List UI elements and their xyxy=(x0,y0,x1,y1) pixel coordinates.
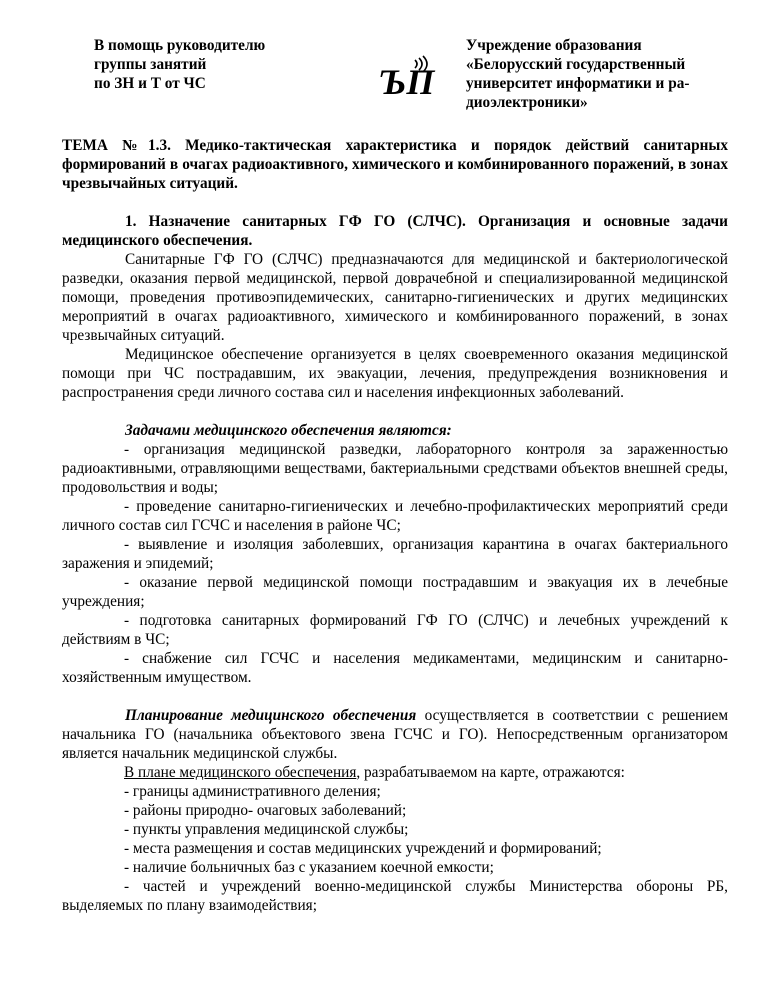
list-item: - пункты управления медицинской службы; xyxy=(124,821,409,838)
list-item: - наличие больничных баз с указанием коечной емкости; xyxy=(124,859,494,876)
plan-intro xyxy=(62,763,728,782)
header-right-line: диоэлектроники» xyxy=(466,94,588,111)
section-heading: 1. Назначение санитарных ГФ ГО (СЛЧС). Организация и основные задачи медицинского обеспечения. xyxy=(62,213,728,249)
list-item: - оказание первой медицинской помощи пострадавшим и эвакуация их в лечебные учреждения; xyxy=(62,574,728,610)
list-item: - границы административного деления; xyxy=(124,783,381,800)
header-left-line: В помощь руководителю xyxy=(94,37,266,54)
tasks-heading: Задачами медицинского обеспечения являются: xyxy=(125,422,452,439)
list-item: - проведение санитарно-гигиенических и лечебно-профилактических мероприятий среди личного состав сил ГСЧС и населения в районе ЧС; xyxy=(62,498,728,534)
header-right-line: «Белорусский государственный xyxy=(466,56,686,73)
list-item: - выявление и изоляция заболевших, организация карантина в очагах бактериального заражения и эпидемий; xyxy=(62,536,728,572)
list-item: - районы природно- очаговых заболеваний; xyxy=(124,802,407,819)
list-item: - организация медицинской разведки, лабораторного контроля за зараженностью радиоактивными, отравляющими веществами, бактериальными средствами объектов внешней среды, продовольствия и воды; xyxy=(62,441,728,496)
plan-text: , разрабатываемом на карте, отражаются: xyxy=(356,764,625,781)
header-left-block xyxy=(94,36,344,93)
paragraph: Медицинское обеспечение организуется в целях своевременного оказания медицинской помощи при ЧС пострадавшим, их эвакуации, лечения, предупреждения возникновения и распространения среди личного состава сил и населения инфекционных заболеваний. xyxy=(62,346,728,401)
planning-paragraph xyxy=(62,706,728,763)
list-item: - подготовка санитарных формирований ГФ ГО (СЛЧС) и лечебных учреждений к действиям в ЧС; xyxy=(62,612,728,648)
plan-lead: В плане медицинского обеспечения xyxy=(124,764,357,781)
logo-letters: ЪП xyxy=(379,62,435,98)
header-left-line: по ЗН и Т от ЧС xyxy=(94,75,206,92)
university-logo-icon xyxy=(377,54,437,98)
list-item: - частей и учреждений военно-медицинской службы Министерства обороны РБ, выделяемых по плану взаимодействия; xyxy=(62,878,728,914)
planning-lead: Планирование медицинского обеспечения xyxy=(125,707,417,724)
header-right-line: Учреждение образования xyxy=(466,37,642,54)
header-right-block xyxy=(466,36,728,112)
document-body xyxy=(62,136,728,915)
list-item: - снабжение сил ГСЧС и населения медикаментами, медицинским и санитарно-хозяйственным имуществом. xyxy=(62,650,728,686)
list-item: - места размещения и состав медицинских учреждений и формирований; xyxy=(124,840,602,857)
page-header xyxy=(94,36,728,116)
topic-title: ТЕМА №1.3. Медико-тактическая характеристика и порядок действий санитарных формирований в очагах радиоактивного, химического и комбинированного поражений, в зонах чрезвычайных ситуаций. xyxy=(62,137,728,192)
paragraph: Санитарные ГФ ГО (СЛЧС) предназначаются для медицинской и бактериологической разведки, оказания первой медицинской, первой доврачебной и специализированной медицинской помощи, проведения противоэпидемических, санитарно-гигиенических и других медицинских мероприятий в очагах радиоактивного, химического и комбинированного поражений, в зонах чрезвычайных ситуаций. xyxy=(62,251,728,344)
planning-text: осуществляется в соответствии с решением начальника ГО (начальника объектового звена ГСЧС и ГО). Непосредственным организатором является начальник медицинской службы. xyxy=(62,707,728,762)
header-left-line: группы занятий xyxy=(94,56,207,73)
header-right-line: университет информатики и ра- xyxy=(466,75,690,92)
